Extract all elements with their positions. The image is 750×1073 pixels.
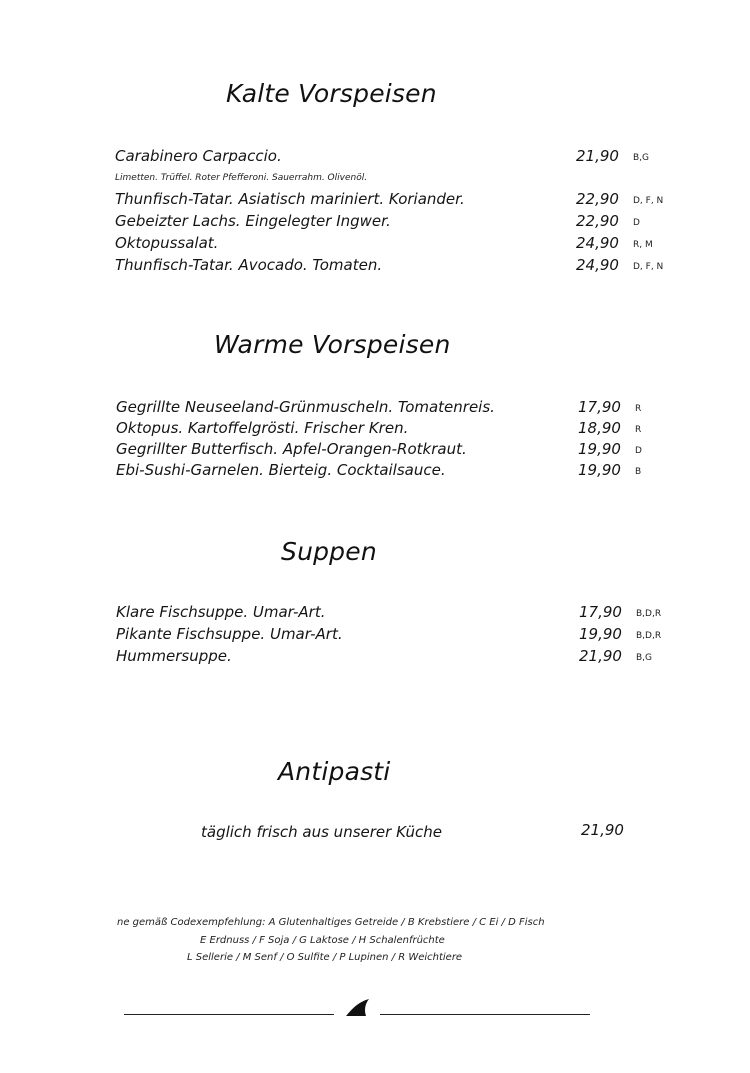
allergen-code: R bbox=[635, 404, 642, 414]
allergen-legend-line-1: ne gemäß Codexempfehlung: A Glutenhaltiges Getreide / B Krebstiere / C Ei / D Fisch bbox=[117, 917, 545, 928]
allergen-legend-line-2: E Erdnuss / F Soja / G Laktose / H Schalenfrüchte bbox=[200, 935, 445, 946]
menu-item-name: Carabinero Carpaccio. bbox=[115, 147, 282, 165]
menu-item-name: Thunfisch-Tatar. Avocado. Tomaten. bbox=[115, 256, 383, 274]
menu-item-description: Limetten. Trüffel. Roter Pfefferoni. Sauerrahm. Olivenöl. bbox=[115, 173, 368, 183]
divider-right bbox=[380, 1014, 590, 1015]
menu-item-name: Gegrillter Butterfisch. Apfel-Orangen-Rotkraut. bbox=[116, 440, 467, 458]
menu-item-name: Oktopussalat. bbox=[115, 234, 219, 252]
menu-item-price: 19,90 bbox=[579, 625, 622, 643]
menu-item-price: 21,90 bbox=[576, 147, 619, 165]
menu-item-price: 17,90 bbox=[578, 398, 621, 416]
menu-item-price: 22,90 bbox=[576, 190, 619, 208]
allergen-code: D, F, N bbox=[633, 196, 664, 206]
allergen-code: B,D,R bbox=[636, 609, 662, 619]
section-title-kalte-vorspeisen: Kalte Vorspeisen bbox=[226, 79, 437, 108]
allergen-code: R, M bbox=[633, 240, 653, 250]
menu-item-price: 22,90 bbox=[576, 212, 619, 230]
section-title-suppen: Suppen bbox=[281, 537, 377, 566]
menu-item-price: 24,90 bbox=[576, 256, 619, 274]
menu-item-price: 17,90 bbox=[579, 603, 622, 621]
menu-item-price: 24,90 bbox=[576, 234, 619, 252]
allergen-code: B,D,R bbox=[636, 631, 662, 641]
allergen-code: D bbox=[633, 218, 640, 228]
menu-item-name: Gegrillte Neuseeland-Grünmuscheln. Tomatenreis. bbox=[116, 398, 495, 416]
menu-item-price: 19,90 bbox=[578, 461, 621, 479]
shark-fin-icon bbox=[344, 997, 374, 1019]
menu-item-name: Klare Fischsuppe. Umar-Art. bbox=[116, 603, 326, 621]
divider-left bbox=[124, 1014, 334, 1015]
section-title-warme-vorspeisen: Warme Vorspeisen bbox=[214, 330, 451, 359]
menu-item-price: 19,90 bbox=[578, 440, 621, 458]
menu-item-name: Hummersuppe. bbox=[116, 647, 232, 665]
menu-item-name: Oktopus. Kartoffelgrösti. Frischer Kren. bbox=[116, 419, 409, 437]
allergen-code: B bbox=[635, 467, 642, 477]
allergen-code: D bbox=[635, 446, 642, 456]
antipasti-price: 21,90 bbox=[581, 821, 624, 839]
menu-item-name: Gebeizter Lachs. Eingelegter Ingwer. bbox=[115, 212, 391, 230]
allergen-code: R bbox=[635, 425, 642, 435]
menu-item-name: Pikante Fischsuppe. Umar-Art. bbox=[116, 625, 343, 643]
section-title-antipasti: Antipasti bbox=[278, 757, 391, 786]
menu-item-price: 18,90 bbox=[578, 419, 621, 437]
menu-item-price: 21,90 bbox=[579, 647, 622, 665]
allergen-legend-line-3: L Sellerie / M Senf / O Sulfite / P Lupinen / R Weichtiere bbox=[187, 952, 463, 963]
antipasti-description: täglich frisch aus unserer Küche bbox=[201, 823, 442, 841]
allergen-code: D, F, N bbox=[633, 262, 664, 272]
menu-item-name: Ebi-Sushi-Garnelen. Bierteig. Cocktailsauce. bbox=[116, 461, 446, 479]
menu-item-name: Thunfisch-Tatar. Asiatisch mariniert. Koriander. bbox=[115, 190, 465, 208]
allergen-code: B,G bbox=[633, 153, 650, 163]
allergen-code: B,G bbox=[636, 653, 653, 663]
